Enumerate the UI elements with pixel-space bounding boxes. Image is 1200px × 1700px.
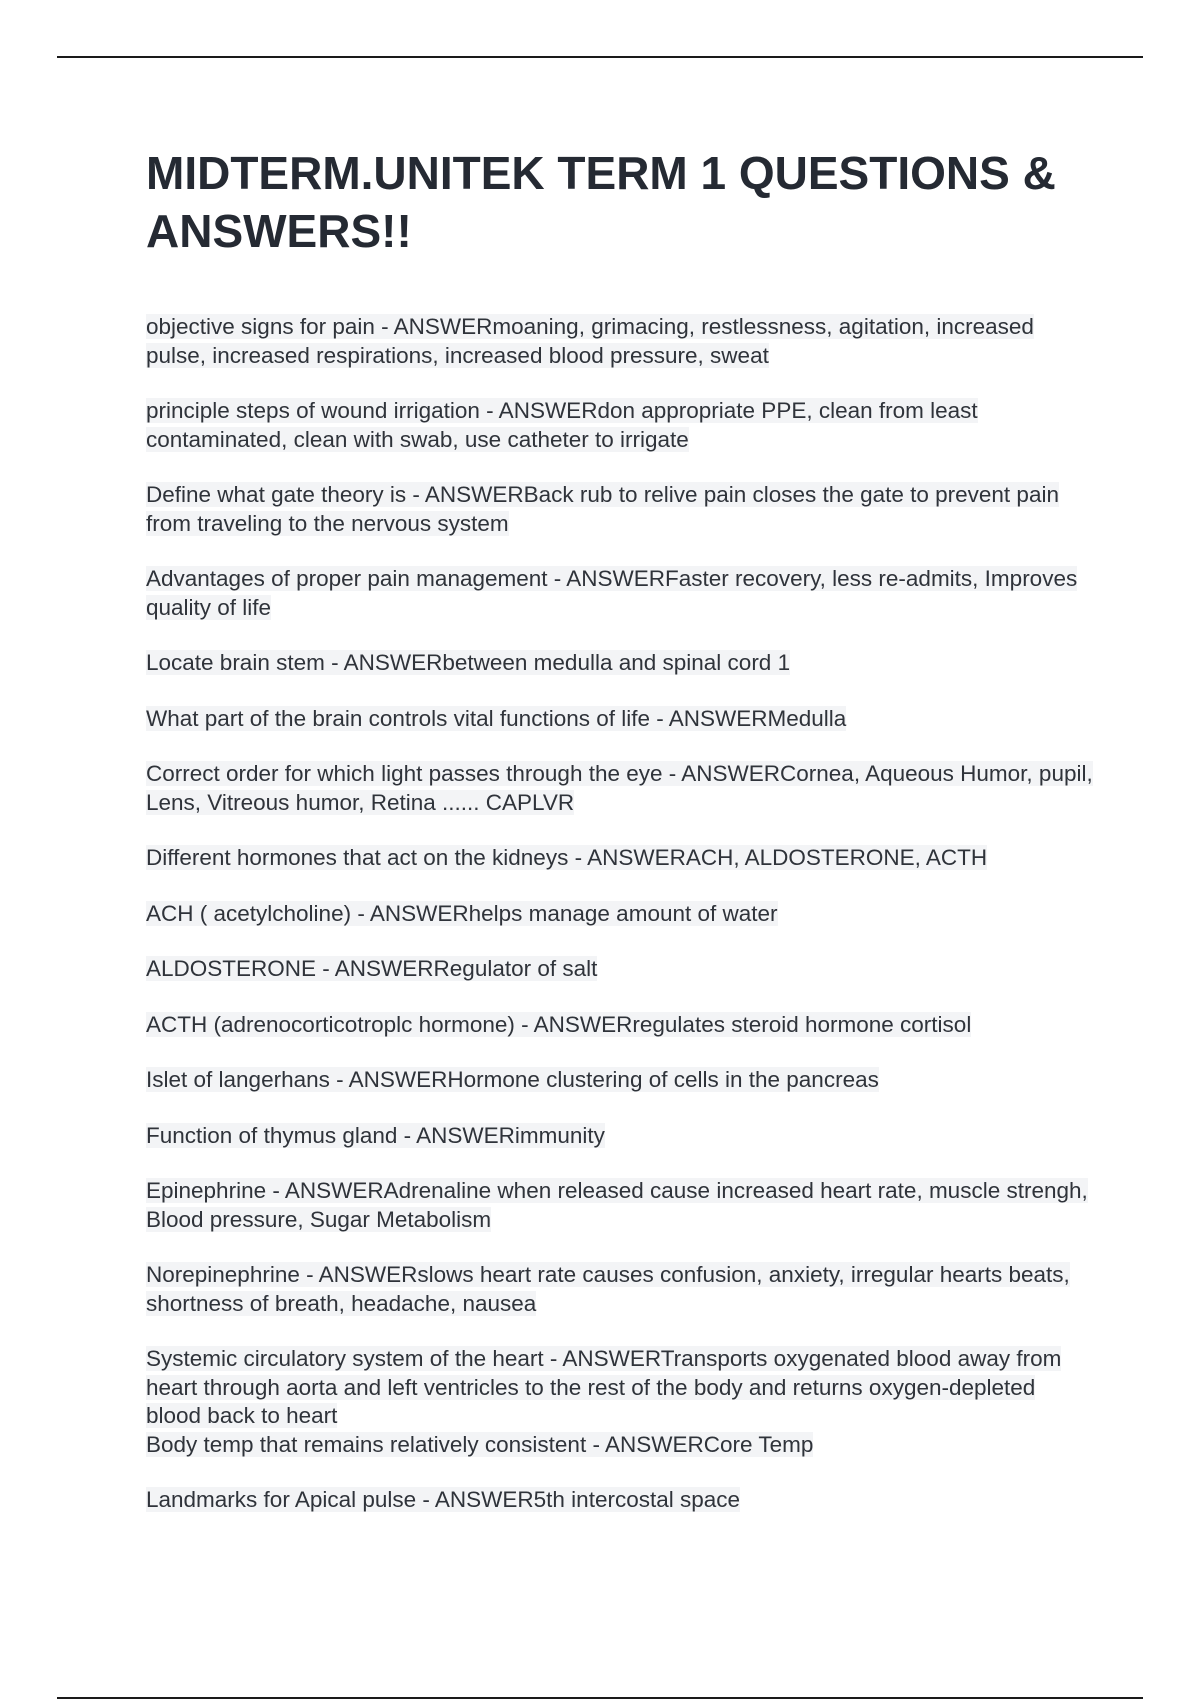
qa-entry: Body temp that remains relatively consistent - ANSWERCore Temp	[146, 1431, 814, 1457]
qa-entry: ACTH (adrenocorticotroplc hormone) - ANSWERregulates steroid hormone cortisol	[146, 1011, 972, 1037]
qa-entry: Norepinephrine - ANSWERslows heart rate causes confusion, anxiety, irregular hearts beats, shortness of breath, headache, nausea	[146, 1262, 1070, 1316]
qa-entry: What part of the brain controls vital functions of life - ANSWERMedulla	[146, 705, 847, 731]
document-title: MIDTERM.UNITEK TERM 1 QUESTIONS & ANSWERS!!	[146, 147, 1056, 257]
bottom-rule	[57, 1697, 1143, 1699]
qa-entry: ACH ( acetylcholine) - ANSWERhelps manage amount of water	[146, 900, 778, 926]
qa-entry: Systemic circulatory system of the heart - ANSWERTransports oxygenated blood away from heart through aorta and left ventricles to the rest of the body and returns oxygen-depleted blood back to heart	[146, 1346, 1062, 1428]
qa-entry: ALDOSTERONE - ANSWERRegulator of salt	[146, 956, 598, 981]
qa-entry: Locate brain stem - ANSWERbetween medulla and spinal cord 1	[146, 650, 791, 675]
qa-entry: Define what gate theory is - ANSWERBack rub to relive pain closes the gate to prevent pain from traveling to the nervous system	[146, 482, 1059, 536]
qa-entry: Landmarks for Apical pulse - ANSWER5th intercostal space	[146, 1487, 741, 1512]
qa-entry: Epinephrine - ANSWERAdrenaline when released cause increased heart rate, muscle strengh, Blood pressure, Sugar Metabolism	[146, 1178, 1088, 1232]
qa-list	[146, 313, 1096, 1542]
qa-entry: objective signs for pain - ANSWERmoaning, grimacing, restlessness, agitation, increased pulse, increased respirations, increased blood pressure, sweat	[146, 314, 1034, 368]
qa-entry: principle steps of wound irrigation - ANSWERdon appropriate PPE, clean from least contaminated, clean with swab, use catheter to irrigate	[146, 398, 978, 452]
qa-entry: Function of thymus gland - ANSWERimmunity	[146, 1122, 605, 1148]
top-rule	[57, 56, 1143, 58]
qa-entry: Islet of langerhans - ANSWERHormone clustering of cells in the pancreas	[146, 1067, 879, 1092]
qa-entry: Different hormones that act on the kidneys - ANSWERACH, ALDOSTERONE, ACTH	[146, 845, 988, 870]
qa-entry: Advantages of proper pain management - ANSWERFaster recovery, less re-admits, Improves quality of life	[146, 566, 1078, 620]
qa-entry: Correct order for which light passes through the eye - ANSWERCornea, Aqueous Humor, pupil, Lens, Vitreous humor, Retina ...... CAPLVR	[146, 761, 1093, 815]
